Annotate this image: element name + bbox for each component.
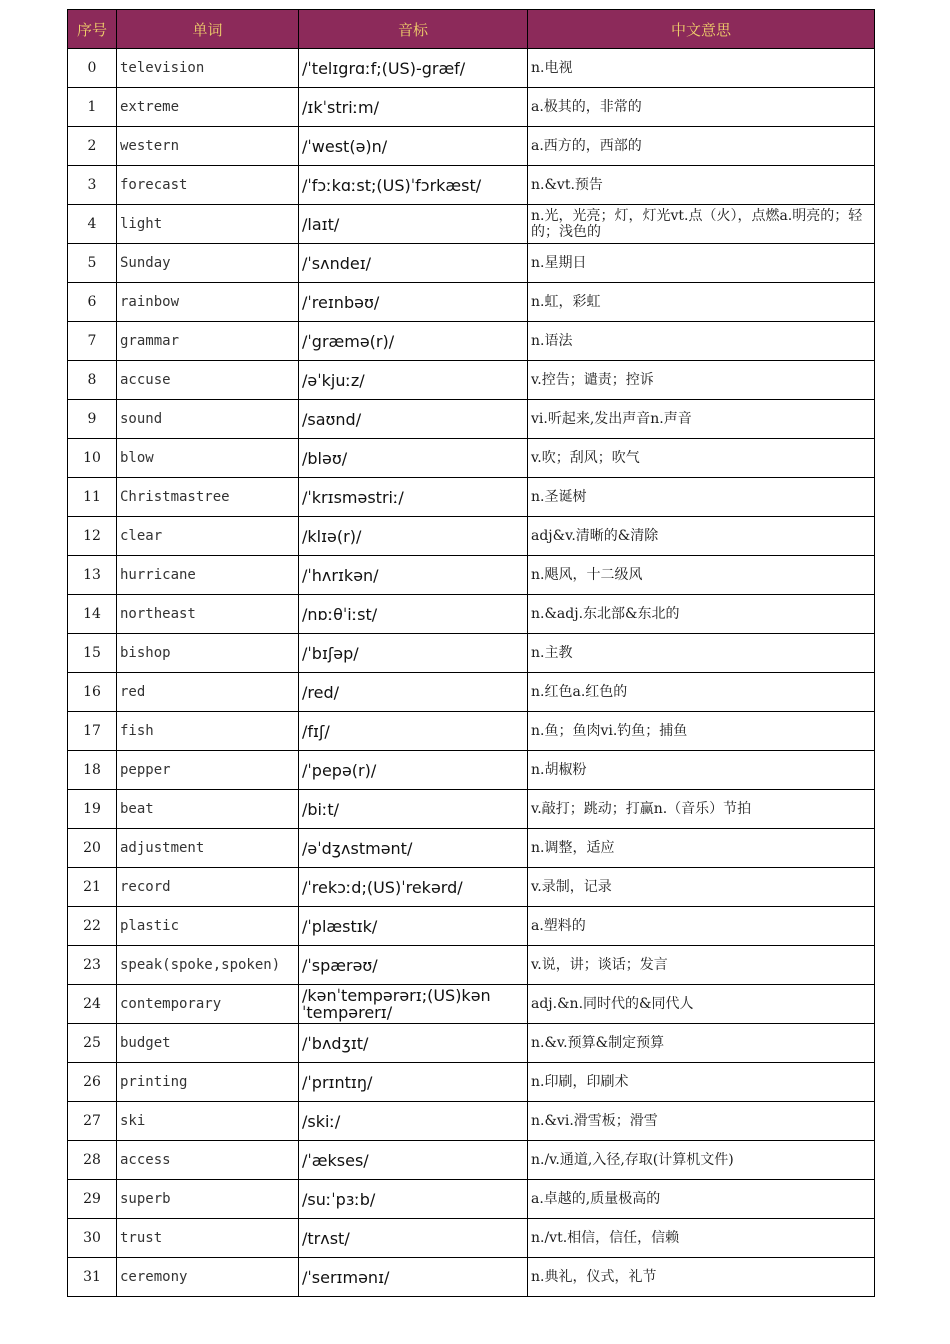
cell-phonetic: /ˈhʌrɪkən/ [299, 556, 528, 595]
cell-phonetic: /ˈprɪntɪŋ/ [299, 1063, 528, 1102]
cell-meaning: n.红色a.红色的 [528, 673, 875, 712]
cell-word: accuse [117, 361, 299, 400]
cell-phonetic: /skiː/ [299, 1102, 528, 1141]
cell-word: plastic [117, 907, 299, 946]
header-meaning: 中文意思 [528, 10, 875, 49]
cell-word: forecast [117, 166, 299, 205]
cell-phonetic: /nɒːθˈiːst/ [299, 595, 528, 634]
cell-meaning: v.说，讲；谈话；发言 [528, 946, 875, 985]
cell-meaning: a.极其的，非常的 [528, 88, 875, 127]
table-row [68, 49, 875, 88]
cell-meaning: vi.听起来,发出声音n.声音 [528, 400, 875, 439]
cell-word: ski [117, 1102, 299, 1141]
cell-phonetic: /red/ [299, 673, 528, 712]
table-row [68, 1063, 875, 1102]
cell-index: 3 [68, 166, 117, 205]
cell-index: 13 [68, 556, 117, 595]
cell-word: adjustment [117, 829, 299, 868]
cell-phonetic: /ˈwest(ə)n/ [299, 127, 528, 166]
table-row [68, 634, 875, 673]
cell-word: extreme [117, 88, 299, 127]
table-row [68, 829, 875, 868]
cell-index: 15 [68, 634, 117, 673]
table-row [68, 1141, 875, 1180]
cell-meaning: n.主教 [528, 634, 875, 673]
cell-meaning: v.吹；刮风；吹气 [528, 439, 875, 478]
header-word: 单词 [117, 10, 299, 49]
cell-meaning: n.鱼；鱼肉vi.钓鱼；捕鱼 [528, 712, 875, 751]
table-row [68, 1180, 875, 1219]
cell-phonetic: /laɪt/ [299, 205, 528, 244]
cell-index: 18 [68, 751, 117, 790]
cell-phonetic: /trʌst/ [299, 1219, 528, 1258]
cell-index: 8 [68, 361, 117, 400]
table-row [68, 517, 875, 556]
cell-word: clear [117, 517, 299, 556]
cell-meaning: n.典礼，仪式，礼节 [528, 1258, 875, 1297]
cell-phonetic: /ˈbɪʃəp/ [299, 634, 528, 673]
cell-index: 5 [68, 244, 117, 283]
cell-phonetic: /ˈreɪnbəʊ/ [299, 283, 528, 322]
table-body [68, 49, 875, 1297]
cell-word: fish [117, 712, 299, 751]
cell-word: contemporary [117, 985, 299, 1024]
cell-word: trust [117, 1219, 299, 1258]
cell-word: pepper [117, 751, 299, 790]
cell-index: 12 [68, 517, 117, 556]
cell-word: television [117, 49, 299, 88]
cell-phonetic: /əˈkjuːz/ [299, 361, 528, 400]
cell-index: 6 [68, 283, 117, 322]
cell-index: 9 [68, 400, 117, 439]
table-row [68, 478, 875, 517]
cell-phonetic: /ˈspærəʊ/ [299, 946, 528, 985]
header-index: 序号 [68, 10, 117, 49]
table-row [68, 1219, 875, 1258]
cell-meaning: adj.&n.同时代的&同代人 [528, 985, 875, 1024]
cell-word: sound [117, 400, 299, 439]
cell-word: red [117, 673, 299, 712]
cell-phonetic: /suːˈpɜːb/ [299, 1180, 528, 1219]
cell-phonetic: /ˈfɔːkɑːst;(US)ˈfɔrkæst/ [299, 166, 528, 205]
cell-phonetic: /ˈserɪmənɪ/ [299, 1258, 528, 1297]
cell-word: blow [117, 439, 299, 478]
table-row [68, 205, 875, 244]
cell-meaning: a.塑料的 [528, 907, 875, 946]
cell-word: record [117, 868, 299, 907]
cell-word: rainbow [117, 283, 299, 322]
cell-index: 19 [68, 790, 117, 829]
table-row [68, 361, 875, 400]
cell-meaning: n.星期日 [528, 244, 875, 283]
cell-index: 0 [68, 49, 117, 88]
cell-phonetic: /kənˈtempərərɪ;(US)kənˈtempərerɪ/ [299, 985, 528, 1024]
cell-index: 16 [68, 673, 117, 712]
cell-index: 23 [68, 946, 117, 985]
cell-index: 21 [68, 868, 117, 907]
cell-meaning: adj&v.清晰的&清除 [528, 517, 875, 556]
cell-word: budget [117, 1024, 299, 1063]
cell-word: bishop [117, 634, 299, 673]
cell-meaning: n.电视 [528, 49, 875, 88]
header-phonetic: 音标 [299, 10, 528, 49]
cell-index: 10 [68, 439, 117, 478]
cell-meaning: n.&v.预算&制定预算 [528, 1024, 875, 1063]
cell-index: 29 [68, 1180, 117, 1219]
cell-index: 14 [68, 595, 117, 634]
cell-word: Christmastree [117, 478, 299, 517]
table-row [68, 907, 875, 946]
table-row [68, 244, 875, 283]
cell-meaning: n.圣诞树 [528, 478, 875, 517]
cell-index: 1 [68, 88, 117, 127]
cell-phonetic: /ˈrekɔːd;(US)ˈrekərd/ [299, 868, 528, 907]
cell-word: superb [117, 1180, 299, 1219]
table-row [68, 790, 875, 829]
cell-phonetic: /ˈpepə(r)/ [299, 751, 528, 790]
cell-meaning: n./v.通道,入径,存取(计算机文件) [528, 1141, 875, 1180]
table-row [68, 322, 875, 361]
vocabulary-table [67, 9, 875, 1297]
cell-word: Sunday [117, 244, 299, 283]
cell-meaning: n.飓风，十二级风 [528, 556, 875, 595]
cell-index: 2 [68, 127, 117, 166]
table-row [68, 673, 875, 712]
table-row [68, 283, 875, 322]
cell-meaning: n.印刷，印刷术 [528, 1063, 875, 1102]
cell-phonetic: /ɪkˈstriːm/ [299, 88, 528, 127]
cell-meaning: n.光，光亮；灯，灯光vt.点（火），点燃a.明亮的；轻的；浅色的 [528, 205, 875, 244]
cell-index: 17 [68, 712, 117, 751]
cell-word: beat [117, 790, 299, 829]
table-row [68, 985, 875, 1024]
cell-index: 11 [68, 478, 117, 517]
table-row [68, 166, 875, 205]
cell-index: 22 [68, 907, 117, 946]
table-row [68, 556, 875, 595]
cell-phonetic: /bləʊ/ [299, 439, 528, 478]
cell-phonetic: /biːt/ [299, 790, 528, 829]
cell-meaning: n.&vt.预告 [528, 166, 875, 205]
cell-phonetic: /klɪə(r)/ [299, 517, 528, 556]
cell-meaning: n.虹，彩虹 [528, 283, 875, 322]
table-row [68, 1258, 875, 1297]
cell-phonetic: /ˈplæstɪk/ [299, 907, 528, 946]
cell-meaning: n./vt.相信，信任，信赖 [528, 1219, 875, 1258]
table-row [68, 595, 875, 634]
table-row [68, 439, 875, 478]
cell-word: speak(spoke,spoken) [117, 946, 299, 985]
cell-word: hurricane [117, 556, 299, 595]
cell-word: northeast [117, 595, 299, 634]
cell-phonetic: /ˈsʌndeɪ/ [299, 244, 528, 283]
cell-phonetic: /saʊnd/ [299, 400, 528, 439]
cell-index: 20 [68, 829, 117, 868]
cell-index: 27 [68, 1102, 117, 1141]
cell-index: 28 [68, 1141, 117, 1180]
cell-index: 30 [68, 1219, 117, 1258]
header-row [68, 10, 875, 49]
cell-meaning: n.&vi.滑雪板；滑雪 [528, 1102, 875, 1141]
table-row [68, 400, 875, 439]
cell-meaning: n.调整，适应 [528, 829, 875, 868]
cell-phonetic: /ˈgræmə(r)/ [299, 322, 528, 361]
cell-phonetic: /ˈkrɪsməstriː/ [299, 478, 528, 517]
cell-word: access [117, 1141, 299, 1180]
table-row [68, 868, 875, 907]
cell-meaning: v.控告；谴责；控诉 [528, 361, 875, 400]
cell-index: 4 [68, 205, 117, 244]
cell-meaning: n.&adj.东北部&东北的 [528, 595, 875, 634]
cell-meaning: v.录制，记录 [528, 868, 875, 907]
cell-phonetic: /fɪʃ/ [299, 712, 528, 751]
cell-index: 26 [68, 1063, 117, 1102]
cell-phonetic: /ˈtelɪgrɑːf;(US)-græf/ [299, 49, 528, 88]
cell-meaning: n.语法 [528, 322, 875, 361]
cell-phonetic: /ˈækses/ [299, 1141, 528, 1180]
cell-word: western [117, 127, 299, 166]
table-row [68, 712, 875, 751]
cell-index: 7 [68, 322, 117, 361]
table-row [68, 1024, 875, 1063]
cell-meaning: n.胡椒粉 [528, 751, 875, 790]
table-row [68, 751, 875, 790]
table-header [68, 10, 875, 49]
cell-word: printing [117, 1063, 299, 1102]
cell-index: 24 [68, 985, 117, 1024]
table-row [68, 88, 875, 127]
cell-meaning: v.敲打；跳动；打赢n.（音乐）节拍 [528, 790, 875, 829]
table-row [68, 946, 875, 985]
cell-index: 31 [68, 1258, 117, 1297]
cell-word: light [117, 205, 299, 244]
cell-phonetic: /ˈbʌdʒɪt/ [299, 1024, 528, 1063]
cell-word: ceremony [117, 1258, 299, 1297]
table-row [68, 1102, 875, 1141]
cell-meaning: a.卓越的,质量极高的 [528, 1180, 875, 1219]
table-row [68, 127, 875, 166]
cell-index: 25 [68, 1024, 117, 1063]
cell-word: grammar [117, 322, 299, 361]
cell-phonetic: /əˈdʒʌstmənt/ [299, 829, 528, 868]
cell-meaning: a.西方的，西部的 [528, 127, 875, 166]
